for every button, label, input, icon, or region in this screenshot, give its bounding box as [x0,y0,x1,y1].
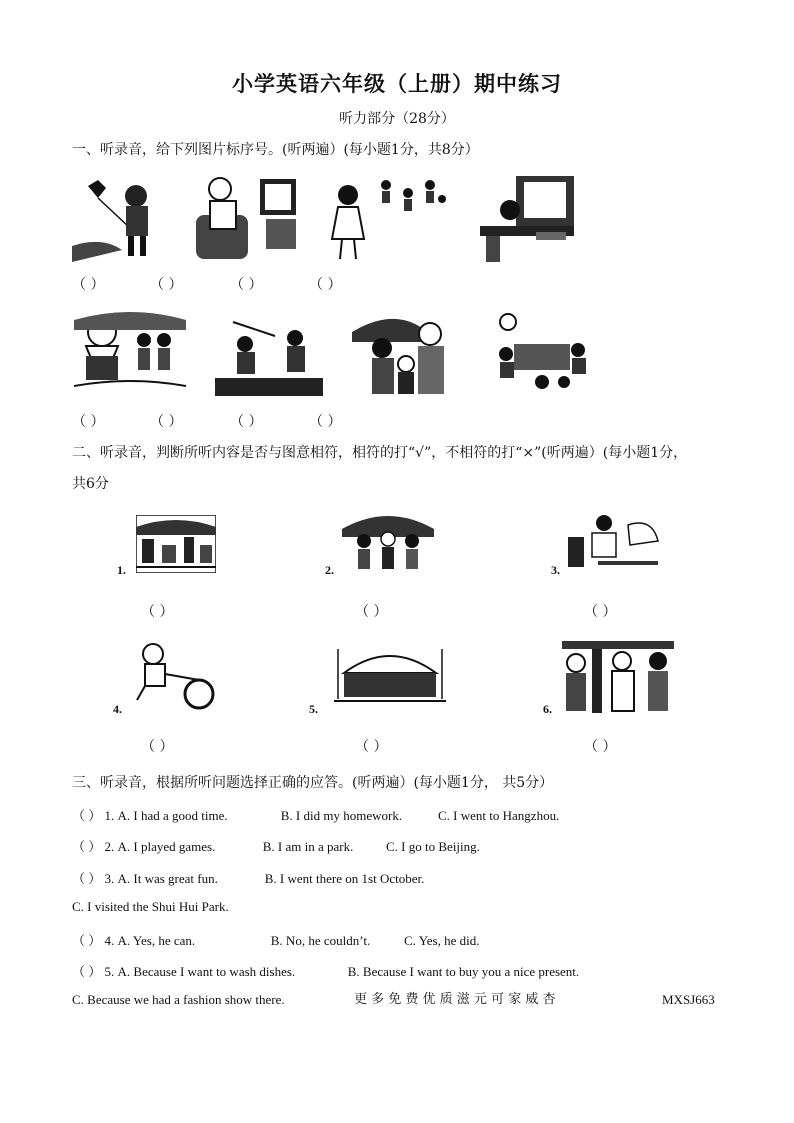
item-label-5: 5. [309,702,318,716]
item-label-1: 1. [117,563,126,577]
listening-subtitle: 听力部分（28分） [339,111,455,127]
question-3-option-c: C. I visited the Shui Hui Park. [72,899,229,914]
question-number: 3. [104,871,115,886]
option-c: C. I go to Beijing. [386,839,480,854]
option-a: A. I played games. [117,839,216,854]
document-code: MXSJ663 [662,992,715,1007]
page-title: 小学英语六年级（上册）期中练习 [232,71,562,96]
question-5 [72,961,579,980]
answer-paren-7[interactable]: （ ） [230,414,263,430]
answer-paren-2[interactable]: （ ） [150,277,183,293]
section1-heading: 一、听录音，给下列图片标序号。(听两遍）(每小题1分，共8分） [72,142,479,158]
item-label-6: 6. [543,702,552,716]
judge-paren-1[interactable]: （ ） [141,604,174,620]
picture-boy-kite [72,176,164,262]
question-number: 5. [104,964,115,979]
option-b: B. I did my homework. [280,808,403,823]
item-label-2: 2. [325,563,334,577]
option-c: C. I went to Hangzhou. [438,808,560,823]
judge-paren-3[interactable]: （ ） [584,604,617,620]
section2-heading-line2: 共6分 [72,476,109,492]
option-b: B. No, he couldn’t. [270,933,371,948]
picture-man-tv [196,175,302,263]
question-3 [72,868,424,887]
option-b: B. I am in a park. [262,839,354,854]
option-a: A. Because I want to wash dishes. [117,964,296,979]
picture-night-city [136,515,216,573]
option-b: B. Because I want to buy you a nice present. [347,964,580,979]
question-paren[interactable]: （ ） [72,808,102,823]
question-paren[interactable]: （ ） [72,839,102,854]
question-4 [72,930,480,949]
picture-santa-children [74,310,186,396]
picture-girl-boys-playing [330,179,450,261]
option-a: A. Yes, he can. [117,933,196,948]
answer-paren-6[interactable]: （ ） [150,414,183,430]
item-label-4: 4. [113,702,122,716]
question-paren[interactable]: （ ） [72,964,102,979]
judge-paren-4[interactable]: （ ） [141,739,174,755]
question-1 [72,805,559,824]
picture-people-under-tree [342,511,434,573]
picture-boy-computer [480,176,574,262]
question-paren[interactable]: （ ） [72,871,102,886]
option-a: A. It was great fun. [117,871,218,886]
watermark-text: 更 多 免 费 优 质 滋 元 可 家 威 杏 [354,992,556,1007]
question-2 [72,836,480,855]
question-number: 4. [104,933,115,948]
picture-girl-bicycle [133,640,221,712]
picture-family-trip [352,312,464,398]
picture-fishing [215,316,323,396]
picture-stadium [334,639,446,709]
judge-paren-5[interactable]: （ ） [355,739,388,755]
answer-paren-3[interactable]: （ ） [230,277,263,293]
question-number: 2. [104,839,115,854]
picture-picnic [494,310,590,396]
answer-paren-4[interactable]: （ ） [309,277,342,293]
answer-paren-1[interactable]: （ ） [72,277,105,293]
option-b: B. I went there on 1st October. [264,871,425,886]
picture-three-people [562,641,674,713]
section3-heading: 三、听录音，根据所听问题选择正确的应答。(听两遍）(每小题1分， 共5分） [72,775,554,791]
question-number: 1. [104,808,115,823]
section2-heading-line1: 二、听录音，判断所听内容是否与图意相符，相符的打“√”，不相符的打“×”(听两遍）(每小题1分， [72,445,688,461]
option-c: C. Yes, he did. [404,933,480,948]
item-label-3: 3. [551,563,560,577]
judge-paren-6[interactable]: （ ） [584,739,617,755]
option-a: A. I had a good time. [117,808,228,823]
picture-girl-computer [568,511,664,575]
judge-paren-2[interactable]: （ ） [355,604,388,620]
question-paren[interactable]: （ ） [72,933,102,948]
answer-paren-8[interactable]: （ ） [309,414,342,430]
answer-paren-5[interactable]: （ ） [72,414,105,430]
question-5-option-c: C. Because we had a fashion show there. [72,992,285,1007]
